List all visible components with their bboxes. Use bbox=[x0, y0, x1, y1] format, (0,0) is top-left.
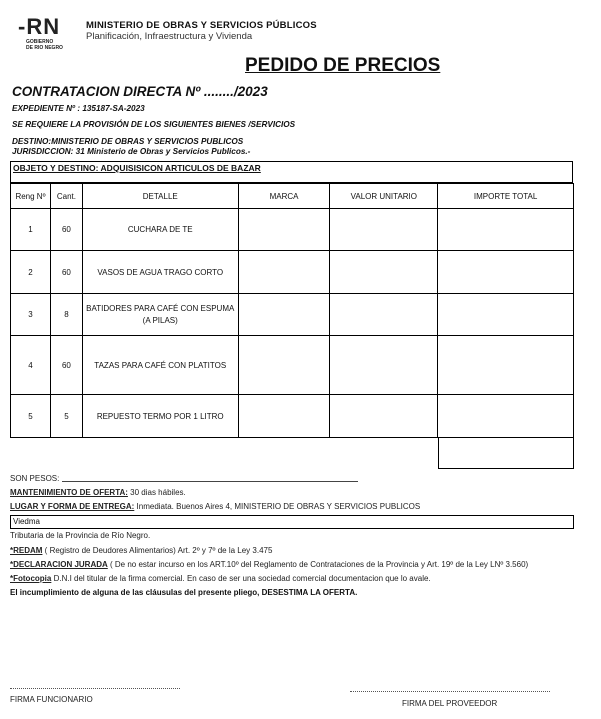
lugar-label: LUGAR Y FORMA DE ENTREGA: bbox=[10, 502, 135, 511]
header-cant: Cant. bbox=[50, 184, 82, 209]
incumplimiento-warning: El incumplimiento de alguna de las cláusulas del presente pliego, DESESTIMA LA OFERTA. bbox=[10, 588, 358, 597]
firma-proveedor-label: FIRMA DEL PROVEEDOR bbox=[402, 699, 498, 708]
redam-value: ( Registro de Deudores Alimentarios) Art. 2º y 7º de la Ley 3.475 bbox=[42, 546, 273, 555]
importe-cell[interactable] bbox=[438, 294, 574, 336]
header-marca: MARCA bbox=[238, 184, 330, 209]
importe-cell[interactable] bbox=[438, 395, 574, 438]
viedma-box bbox=[10, 515, 574, 529]
declaracion-label: *DECLARACION JURADA bbox=[10, 560, 108, 569]
marca-cell[interactable] bbox=[238, 251, 330, 294]
objeto-text: OBJETO Y DESTINO: ADQUISISICON ARTICULOS DE BAZAR bbox=[13, 163, 261, 173]
items-table bbox=[10, 183, 574, 438]
ministry-name: MINISTERIO DE OBRAS Y SERVICIOS PÚBLICOS bbox=[86, 20, 317, 31]
detalle-cell bbox=[82, 294, 238, 336]
mantenimiento-label: MANTENIMIENTO DE OFERTA: bbox=[10, 488, 128, 497]
logo-subtitle-line1: GOBIERNO bbox=[26, 39, 54, 45]
expediente: EXPEDIENTE Nº : 135187-SA-2023 bbox=[12, 104, 145, 113]
declaracion-value: ( De no estar incurso en los ART.10º del Reglamento de Contrataciones de la Provincia y Art. 19º de la Ley LNº 3.560) bbox=[107, 560, 529, 569]
son-pesos-line[interactable] bbox=[62, 481, 358, 482]
tributaria: Tributaria de la Provincia de Río Negro. bbox=[10, 531, 151, 540]
fotocopia bbox=[10, 574, 431, 583]
table-row bbox=[11, 336, 574, 395]
government-logo bbox=[18, 14, 76, 54]
detalle-cell: VASOS DE AGUA TRAGO CORTO bbox=[82, 251, 238, 294]
importe-cell[interactable] bbox=[438, 251, 574, 294]
fotocopia-value: D.N.I del titular de la firma comercial. En caso de ser una sociedad comercial documentacion que lo avale. bbox=[51, 574, 431, 583]
marca-cell[interactable] bbox=[238, 336, 330, 395]
detalle-cell: REPUESTO TERMO POR 1 LITRO bbox=[82, 395, 238, 438]
cant-cell: 60 bbox=[50, 209, 82, 251]
reng-cell: 4 bbox=[11, 336, 51, 395]
reng-cell: 3 bbox=[11, 294, 51, 336]
logo-subtitle bbox=[26, 39, 63, 51]
contratacion-number: CONTRATACION DIRECTA Nº ......../2023 bbox=[12, 84, 268, 99]
valor-cell[interactable] bbox=[330, 294, 438, 336]
total-box[interactable] bbox=[438, 437, 574, 469]
lugar-entrega bbox=[10, 502, 420, 511]
header-reng: Reng Nº bbox=[11, 184, 51, 209]
marca-cell[interactable] bbox=[238, 395, 330, 438]
marca-cell[interactable] bbox=[238, 209, 330, 251]
objeto-box bbox=[10, 161, 573, 183]
detalle-cell: TAZAS PARA CAFÉ CON PLATITOS bbox=[82, 336, 238, 395]
jurisdiccion: JURISDICCION: 31 Ministerio de Obras y Servicios Publicos.- bbox=[12, 147, 251, 156]
detalle-line: BATIDORES PARA CAFÉ CON ESPUMA bbox=[86, 304, 235, 313]
cant-cell: 60 bbox=[50, 336, 82, 395]
reng-cell: 5 bbox=[11, 395, 51, 438]
valor-cell[interactable] bbox=[330, 209, 438, 251]
detalle-cell: CUCHARA DE TE bbox=[82, 209, 238, 251]
logo-mark: -RN bbox=[18, 14, 61, 39]
provision-text: SE REQUIERE LA PROVISIÓN DE LOS SIGUIENTES BIENES /SERVICIOS bbox=[12, 120, 296, 129]
lugar-value: Inmediata. Buenos Aires 4, MINISTERIO DE OBRAS Y SERVICIOS PUBLICOS bbox=[134, 502, 421, 511]
table-row bbox=[11, 395, 574, 438]
reng-cell: 2 bbox=[11, 251, 51, 294]
mantenimiento-value: 30 dias hábiles. bbox=[127, 488, 186, 497]
table-header-row bbox=[11, 184, 574, 209]
valor-cell[interactable] bbox=[330, 395, 438, 438]
firma-funcionario-line[interactable] bbox=[10, 688, 180, 689]
table-row bbox=[11, 251, 574, 294]
valor-cell[interactable] bbox=[330, 251, 438, 294]
viedma-text: Viedma bbox=[13, 517, 40, 526]
page-title: PEDIDO DE PRECIOS bbox=[245, 55, 441, 76]
ministry-subtitle: Planificación, Infraestructura y Vivienda bbox=[86, 31, 253, 42]
fotocopia-label: *Fotocopia bbox=[10, 574, 52, 583]
firma-funcionario-label: FIRMA FUNCIONARIO bbox=[10, 695, 93, 704]
header-importe-total: IMPORTE TOTAL bbox=[438, 184, 574, 209]
cant-cell: 5 bbox=[50, 395, 82, 438]
redam-label: *REDAM bbox=[10, 546, 43, 555]
detalle-line-2: (A PILAS) bbox=[142, 316, 178, 325]
mantenimiento-oferta bbox=[10, 488, 186, 497]
reng-cell: 1 bbox=[11, 209, 51, 251]
logo-subtitle-line2: DE RIO NEGRO bbox=[26, 45, 63, 51]
cant-cell: 8 bbox=[50, 294, 82, 336]
destino: DESTINO:MINISTERIO DE OBRAS Y SERVICIOS PUBLICOS bbox=[12, 137, 244, 146]
header-valor-unitario: VALOR UNITARIO bbox=[330, 184, 438, 209]
table-row bbox=[11, 209, 574, 251]
cant-cell: 60 bbox=[50, 251, 82, 294]
marca-cell[interactable] bbox=[238, 294, 330, 336]
redam bbox=[10, 546, 272, 555]
son-pesos-label: SON PESOS: bbox=[10, 474, 60, 483]
table-row bbox=[11, 294, 574, 336]
importe-cell[interactable] bbox=[438, 209, 574, 251]
declaracion-jurada bbox=[10, 560, 528, 569]
importe-cell[interactable] bbox=[438, 336, 574, 395]
firma-proveedor-line[interactable] bbox=[350, 691, 550, 692]
valor-cell[interactable] bbox=[330, 336, 438, 395]
header-detalle: DETALLE bbox=[82, 184, 238, 209]
